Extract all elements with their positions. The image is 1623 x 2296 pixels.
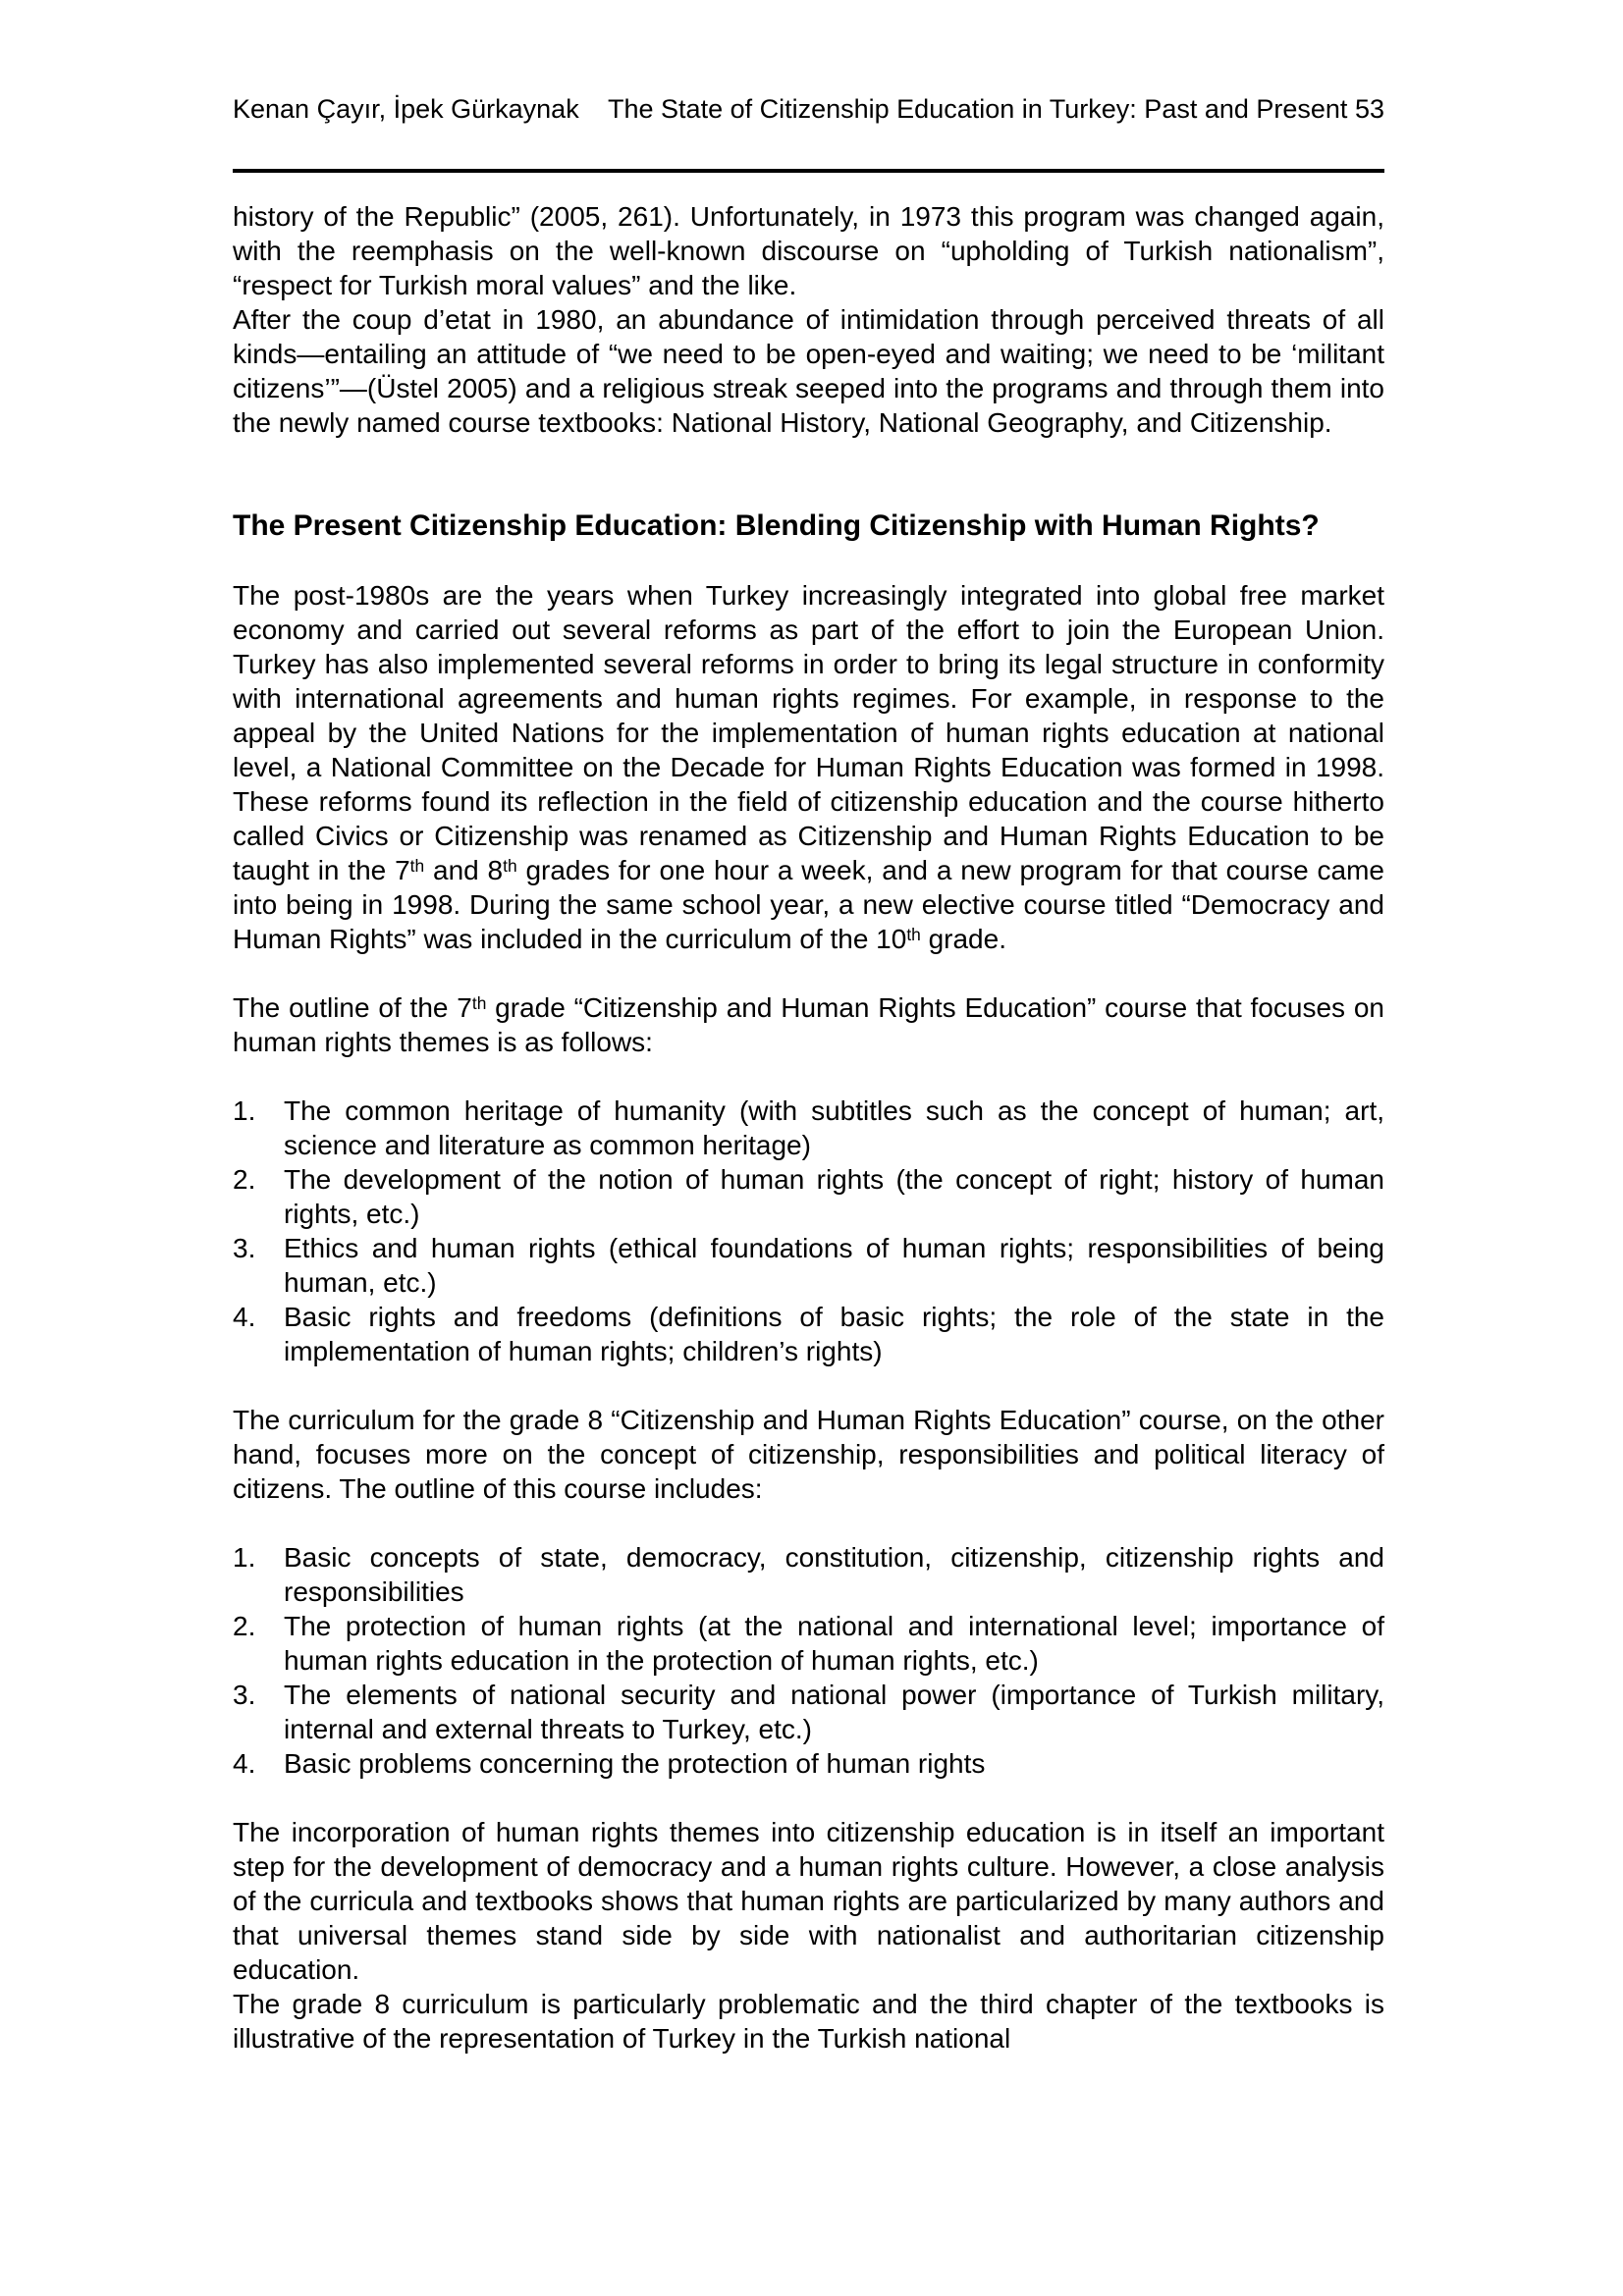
list-item-grade8-4: Basic problems concerning the protection of human rights [284,1748,986,1779]
header-rule [233,169,1384,173]
paragraph-post-1980s: The post-1980s are the years when Turkey increasingly integrated into global free market economy and carried out several reforms as part of the effort to join the European Union. Turkey has also implemented several reforms in order to bring its legal structure in conformity with international agreements and human rights regimes. For example, in response to the appeal by the United Nations for the implementation of human rights education at national level, a National Committee on the Decade for Human Rights Education was formed in 1998. These reforms found its reflection in the field of citizenship education and the course hitherto called Civics or Citizenship was renamed as Citizenship and Human Rights Education to be taught in the 7th and 8th grades for one hour a week, and a new program for that course came into being in 1998. During the same school year, a new elective course titled “Democracy and Human Rights” was included in the curriculum of the 10th grade. [233,580,1384,954]
list-item-grade7-2: The development of the notion of human rights (the concept of right; history of human rights, etc.) [284,1164,1384,1229]
list-item-grade8-3: The elements of national security and national power (importance of Turkish military, internal and external threats to Turkey, etc.) [284,1680,1384,1744]
page-header [233,94,1384,125]
grade7-outline-list [233,1094,1384,1368]
list-item-grade8-1: Basic concepts of state, democracy, constitution, citizenship, citizenship rights and responsibilities [284,1542,1384,1607]
list-item-grade7-4: Basic rights and freedoms (definitions of basic rights; the role of the state in the implementation of human rights; children’s rights) [284,1302,1384,1366]
page-number: 53 [1354,94,1384,124]
paragraph-coup-detat: After the coup d’etat in 1980, an abundance of intimidation through perceived threats of all kinds—entailing an attitude of “we need to be open-eyed and waiting; we need to be ‘militant citizens’”—(Üstel 2005) and a religious streak seeped into the programs and through them into the newly named course textbooks: National History, National Geography, and Citizenship. [233,304,1384,438]
grade8-outline-list [233,1540,1384,1781]
running-title-text: The State of Citizenship Education in Turkey: Past and Present [608,94,1348,124]
list-item-grade7-3: Ethics and human rights (ethical foundations of human rights; responsibilities of being human, etc.) [284,1233,1384,1298]
paragraph-history-republic: history of the Republic” (2005, 261). Unfortunately, in 1973 this program was changed again, with the reemphasis on the well-known discourse on “upholding of Turkish nationalism”, “respect for Turkish moral values” and the like. [233,201,1384,300]
list-item-grade8-2: The protection of human rights (at the national and international level; importance of human rights education in the protection of human rights, etc.) [284,1611,1384,1676]
paragraph-incorporation: The incorporation of human rights themes into citizenship education is in itself an important step for the development of democracy and a human rights culture. However, a close analysis of the curricula and textbooks shows that human rights are particularized by many authors and that universal themes stand side by side with nationalist and authoritarian citizenship education. [233,1817,1384,1985]
page-body [233,199,1384,2056]
section-heading: The Present Citizenship Education: Blending Citizenship with Human Rights? [233,509,1320,542]
header-authors: Kenan Çayır, İpek Gürkaynak [233,94,579,124]
paragraph-grade7-outline-intro: The outline of the 7th grade “Citizenship and Human Rights Education” course that focuses on human rights themes is as follows: [233,992,1384,1057]
paragraph-grade8-curriculum-intro: The curriculum for the grade 8 “Citizenship and Human Rights Education” course, on the other hand, focuses more on the concept of citizenship, responsibilities and political literacy of citizens. The outline of this course includes: [233,1405,1384,1504]
header-running-title [608,94,1384,125]
paragraph-grade8-problematic: The grade 8 curriculum is particularly problematic and the third chapter of the textbooks is illustrative of the representation of Turkey in the Turkish national [233,1989,1384,2054]
list-item-grade7-1: The common heritage of humanity (with subtitles such as the concept of human; art, science and literature as common heritage) [284,1095,1384,1160]
